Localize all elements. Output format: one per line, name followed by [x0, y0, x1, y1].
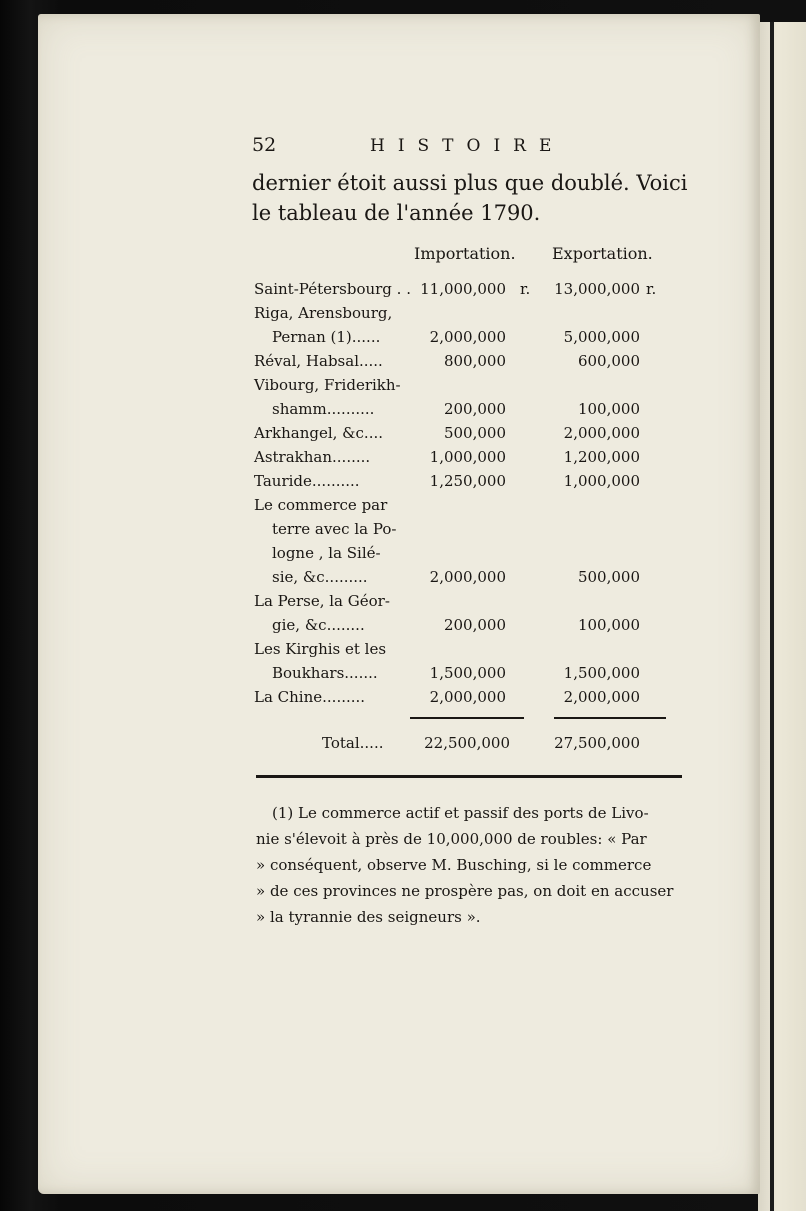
row-name-line: Boukhars....... — [272, 664, 378, 682]
export-column-header: Exportation. — [552, 244, 653, 263]
running-title: HISTOIRE — [370, 136, 565, 156]
row-name-line: logne , la Silé- — [272, 544, 381, 562]
page-header — [252, 134, 672, 162]
row-export-unit: r. — [646, 280, 657, 298]
footnote-line: » conséquent, observe M. Busching, si le commerce — [256, 856, 652, 874]
footnote — [256, 800, 686, 930]
row-name-line: shamm.......... — [272, 400, 375, 418]
intro-line: le tableau de l'année 1790. — [252, 201, 541, 225]
row-name-line: sie, &c......... — [272, 568, 368, 586]
page-number: 52 — [252, 134, 277, 156]
footnote-line: nie s'élevoit à près de 10,000,000 de roubles: « Par — [256, 830, 647, 848]
row-export-value: 100,000 — [577, 400, 640, 418]
row-export-value: 1,500,000 — [563, 664, 640, 682]
row-import-value: 200,000 — [443, 400, 506, 418]
row-import-value: 500,000 — [443, 424, 506, 442]
total-import: 22,500,000 — [424, 734, 510, 752]
intro-text — [252, 168, 688, 228]
row-name-line: Pernan (1)...... — [272, 328, 381, 346]
row-name-line: La Perse, la Géor- — [254, 592, 390, 610]
row-name-line: terre avec la Po- — [272, 520, 397, 538]
total-label: Total..... — [322, 734, 384, 752]
row-export-value: 500,000 — [577, 568, 640, 586]
page-gutter — [770, 22, 774, 1211]
footnote-line: » la tyrannie des seigneurs ». — [256, 908, 481, 926]
footnote-line: (1) Le commerce actif et passif des ports de Livo- — [272, 804, 649, 822]
row-import-value: 1,250,000 — [429, 472, 506, 490]
row-export-value: 2,000,000 — [563, 424, 640, 442]
row-name-line: Riga, Arensbourg, — [254, 304, 393, 322]
row-import-value: 800,000 — [443, 352, 506, 370]
row-export-value: 13,000,000 — [554, 280, 640, 298]
intro-line: dernier étoit aussi plus que doublé. Voici — [252, 171, 688, 195]
row-import-value: 1,000,000 — [429, 448, 506, 466]
row-import-value: 200,000 — [443, 616, 506, 634]
row-import-value: 11,000,000 — [420, 280, 506, 298]
row-name-line: Le commerce par — [254, 496, 388, 514]
row-name-line: Saint-Pétersbourg . . — [254, 280, 411, 298]
row-import-value: 1,500,000 — [429, 664, 506, 682]
import-column-header: Importation. — [414, 244, 516, 263]
row-name-line: Astrakhan........ — [254, 448, 371, 466]
row-export-value: 600,000 — [577, 352, 640, 370]
footnote-line: » de ces provinces ne prospère pas, on doit en accuser — [256, 882, 674, 900]
import-sum-rule — [410, 717, 524, 719]
row-export-value: 1,200,000 — [563, 448, 640, 466]
export-sum-rule — [554, 717, 666, 719]
total-export: 27,500,000 — [554, 734, 640, 752]
row-import-value: 2,000,000 — [429, 568, 506, 586]
row-export-value: 1,000,000 — [563, 472, 640, 490]
row-name-line: Arkhangel, &c.... — [254, 424, 383, 442]
row-name-line: La Chine......... — [254, 688, 366, 706]
row-name-line: Vibourg, Friderikh- — [254, 376, 401, 394]
row-name-line: Tauride.......... — [254, 472, 360, 490]
row-import-value: 2,000,000 — [429, 688, 506, 706]
row-import-value: 2,000,000 — [429, 328, 506, 346]
next-page-edge — [758, 22, 806, 1211]
section-rule — [256, 775, 682, 778]
row-name-line: Réval, Habsal..... — [254, 352, 383, 370]
row-export-value: 100,000 — [577, 616, 640, 634]
row-name-line: Les Kirghis et les — [254, 640, 387, 658]
row-export-value: 5,000,000 — [563, 328, 640, 346]
row-export-value: 2,000,000 — [563, 688, 640, 706]
row-import-unit: r. — [520, 280, 531, 298]
row-name-line: gie, &c........ — [272, 616, 365, 634]
